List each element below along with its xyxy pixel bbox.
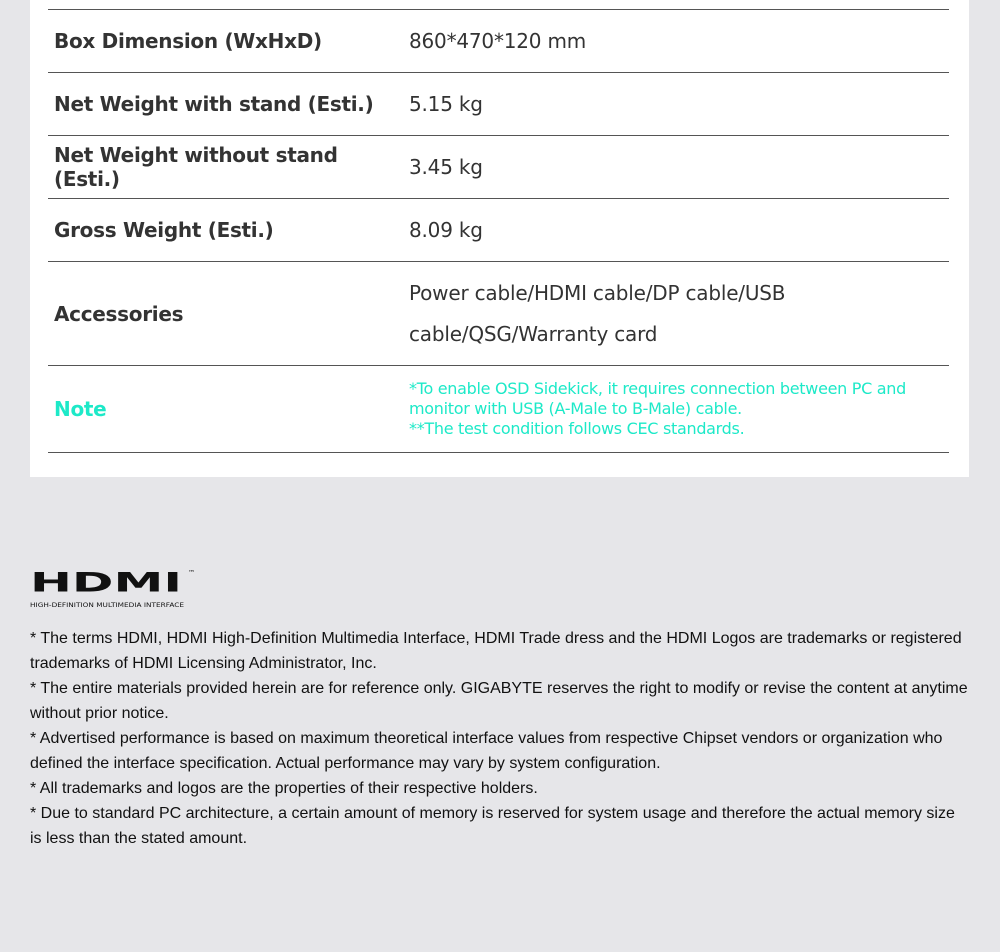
spec-label: Net Weight with stand (Esti.) xyxy=(54,92,374,116)
note-line-1: *To enable OSD Sidekick, it requires connection between PC and xyxy=(409,379,906,398)
spec-row-net-weight-without-stand xyxy=(48,136,949,199)
spec-value: 3.45 kg xyxy=(409,155,483,179)
spec-row-gross-weight xyxy=(48,199,949,262)
spec-label: Net Weight without stand (Esti.) xyxy=(54,143,338,191)
trademark-symbol: ™ xyxy=(188,569,195,577)
footnote: * The entire materials provided herein are for reference only. GIGABYTE reserves the right to modify or revise the content at anytime without prior notice. xyxy=(30,680,968,722)
spec-label: Box Dimension (WxHxD) xyxy=(54,29,322,53)
footnote: * All trademarks and logos are the properties of their respective holders. xyxy=(30,780,538,797)
spec-row-net-weight-with-stand xyxy=(48,73,949,136)
spec-table xyxy=(48,9,949,453)
footnote: * The terms HDMI, HDMI High-Definition Multimedia Interface, HDMI Trade dress and the HDMI Logos are trademarks or registered trademarks of HDMI Licensing Administrator, Inc. xyxy=(30,630,962,672)
hdmi-logo xyxy=(30,566,200,610)
hdmi-wordmark: HDMI xyxy=(30,566,182,598)
note-line-3: **The test condition follows CEC standards. xyxy=(409,419,745,438)
spec-value: 860*470*120 mm xyxy=(409,29,587,53)
spec-row-note xyxy=(48,366,949,453)
spec-card xyxy=(30,0,969,477)
note-text xyxy=(409,379,949,439)
spec-value: 5.15 kg xyxy=(409,92,483,116)
spec-row-box-dimension xyxy=(48,10,949,73)
footnotes xyxy=(30,626,970,851)
note-label: Note xyxy=(54,397,107,421)
hdmi-tagline: HIGH-DEFINITION MULTIMEDIA INTERFACE xyxy=(30,602,185,609)
accessories-line-1: Power cable/HDMI cable/DP cable/USB xyxy=(409,280,786,305)
spec-row-accessories xyxy=(48,262,949,366)
accessories-line-2: cable/QSG/Warranty card xyxy=(409,321,658,346)
spec-value: 8.09 kg xyxy=(409,218,483,242)
note-line-2: monitor with USB (A-Male to B-Male) cable. xyxy=(409,399,742,418)
spec-label: Gross Weight (Esti.) xyxy=(54,218,274,242)
spec-value xyxy=(409,273,949,355)
footnote: * Advertised performance is based on maximum theoretical interface values from respective Chipset vendors or organization who defined the interface specification. Actual performance may vary by system configuration. xyxy=(30,730,943,772)
footnote: * Due to standard PC architecture, a certain amount of memory is reserved for system usage and therefore the actual memory size is less than the stated amount. xyxy=(30,805,955,847)
spec-label: Accessories xyxy=(54,301,184,326)
